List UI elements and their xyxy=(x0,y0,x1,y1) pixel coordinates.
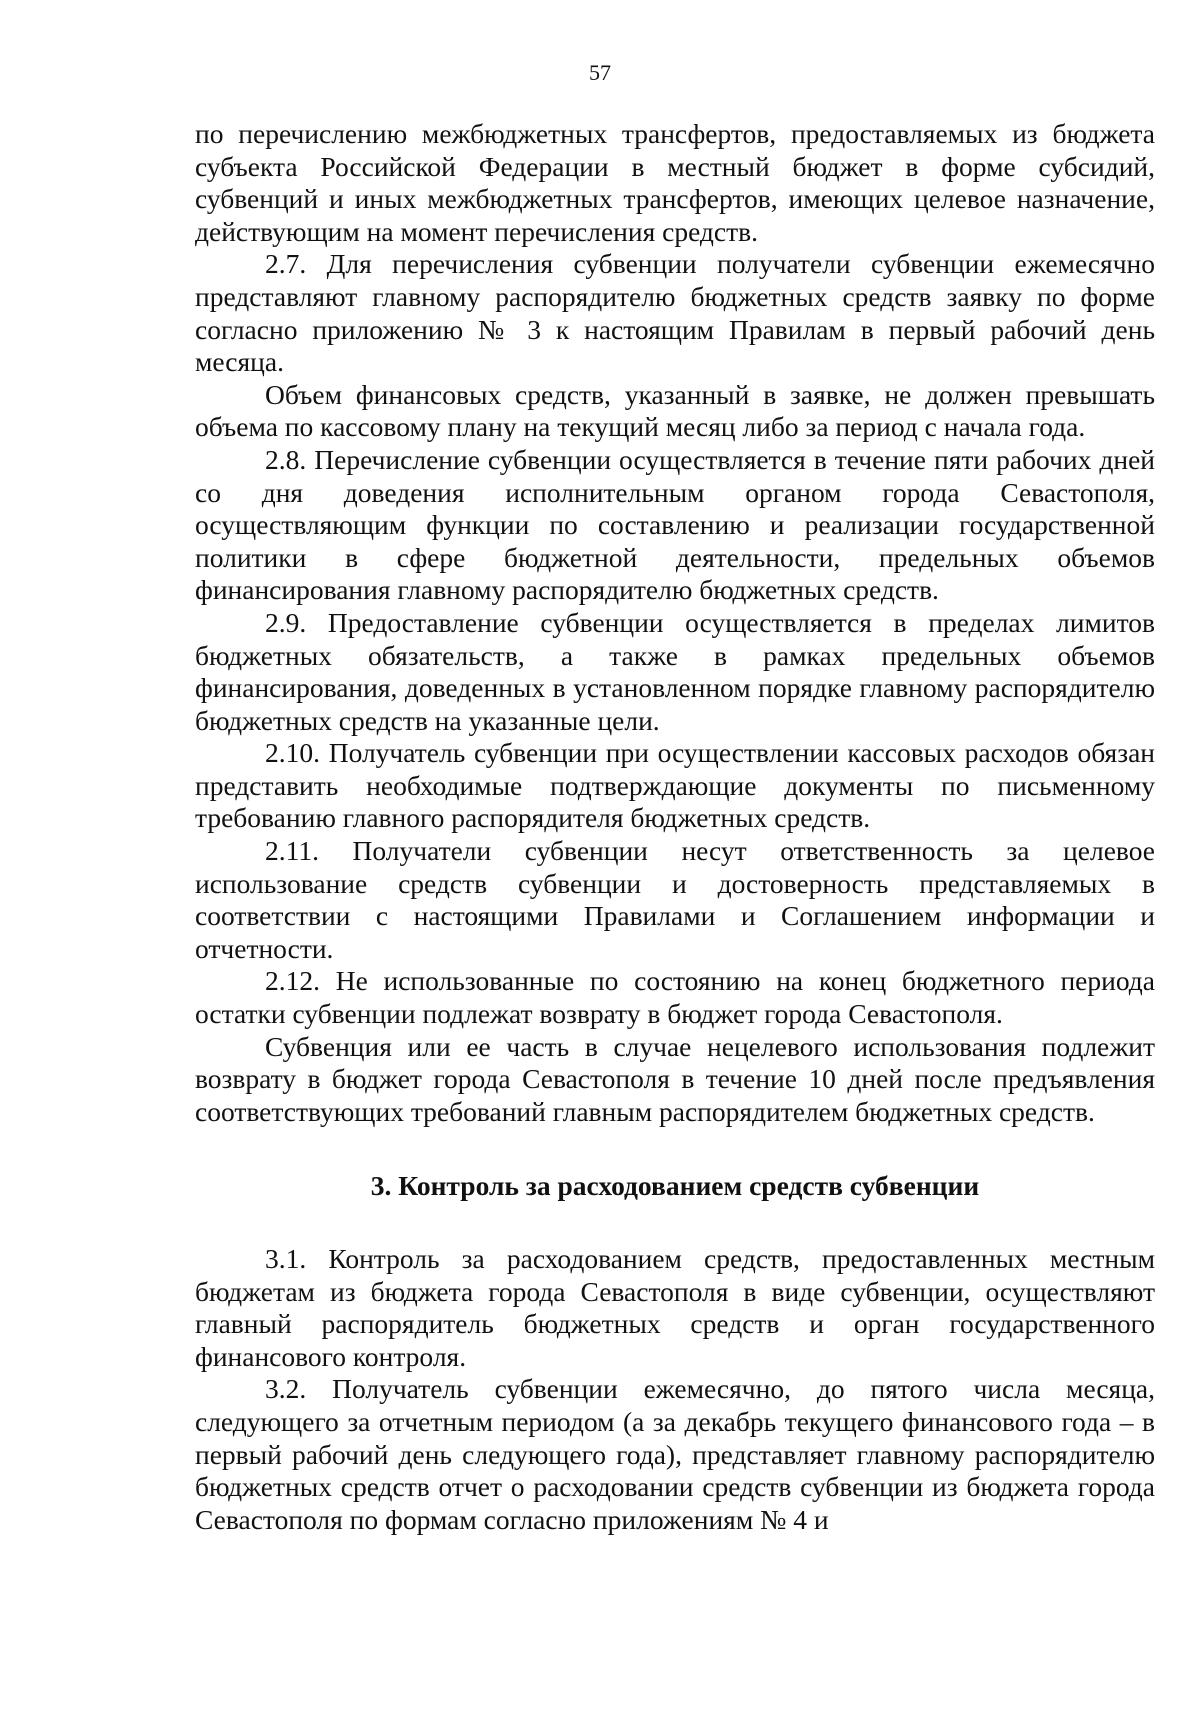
document-body xyxy=(195,118,1155,1536)
paragraph-2-11: 2.11. Получатели субвенции несут ответственность за целевое использование средств субвенции и достоверность представляемых в соответствии с настоящими Правилами и Соглашением информации и отчетности. xyxy=(195,835,1155,964)
paragraph-3-1: 3.1. Контроль за расходованием средств, предоставленных местным бюджетам из бюджета города Севастополя в виде субвенции, осуществляют главный распорядитель бюджетных средств и орган государственного финансового контроля. xyxy=(195,1243,1155,1372)
paragraph-continuation: по перечислению межбюджетных трансфертов, предоставляемых из бюджета субъекта Российской Федерации в местный бюджет в форме субсидий, субвенций и иных межбюджетных трансфертов, имеющих целевое назначение, действующим на момент перечисления средств. xyxy=(195,118,1155,247)
paragraph-2-9: 2.9. Предоставление субвенции осуществляется в пределах лимитов бюджетных обязательств, а также в рамках предельных объемов финансирования, доведенных в установленном порядке главному распорядителю бюджетных средств на указанные цели. xyxy=(195,606,1155,736)
paragraph-2-10: 2.10. Получатель субвенции при осуществлении кассовых расходов обязан представить необходимые подтверждающие документы по письменному требованию главного распорядителя бюджетных средств. xyxy=(195,737,1155,834)
section-heading: 3. Контроль за расходованием средств субвенции xyxy=(370,1170,980,1202)
paragraph-3-2: 3.2. Получатель субвенции ежемесячно, до пятого числа месяца, следующего за отчетным периодом (а за декабрь текущего финансового года – в первый рабочий день следующего года), представляет главному распорядителю бюджетных средств отчет о расходовании средств субвенции из бюджета города Севастополя по формам согласно приложениям № 4 и xyxy=(195,1373,1155,1535)
paragraph-2-7: 2.7. Для перечисления субвенции получатели субвенции ежемесячно представляют главному распорядителю бюджетных средств заявку по форме согласно приложению № 3 к настоящим Правилам в первый рабочий день месяца. xyxy=(195,248,1155,378)
paragraph-2-12: 2.12. Не использованные по состоянию на конец бюджетного периода остатки субвенции подлежат возврату в бюджет города Севастополя. xyxy=(195,965,1155,1030)
paragraph-2-12-return: Субвенция или ее часть в случае нецелевого использования подлежит возврату в бюджет города Севастополя в течение 10 дней после предъявления соответствующих требований главным распорядителем бюджетных средств. xyxy=(195,1030,1155,1127)
page-number: 57 xyxy=(589,60,611,85)
paragraph-2-7-volume: Объем финансовых средств, указанный в заявке, не должен превышать объема по кассовому плану на текущий месяц либо за период с начала года. xyxy=(195,378,1155,443)
paragraph-2-8: 2.8. Перечисление субвенции осуществляется в течение пяти рабочих дней со дня доведения исполнительным органом города Севастополя, осуществляющим функции по составлению и реализации государственной политики в сфере бюджетной деятельности, предельных объемов финансирования главному распорядителю бюджетных средств. xyxy=(195,443,1155,606)
